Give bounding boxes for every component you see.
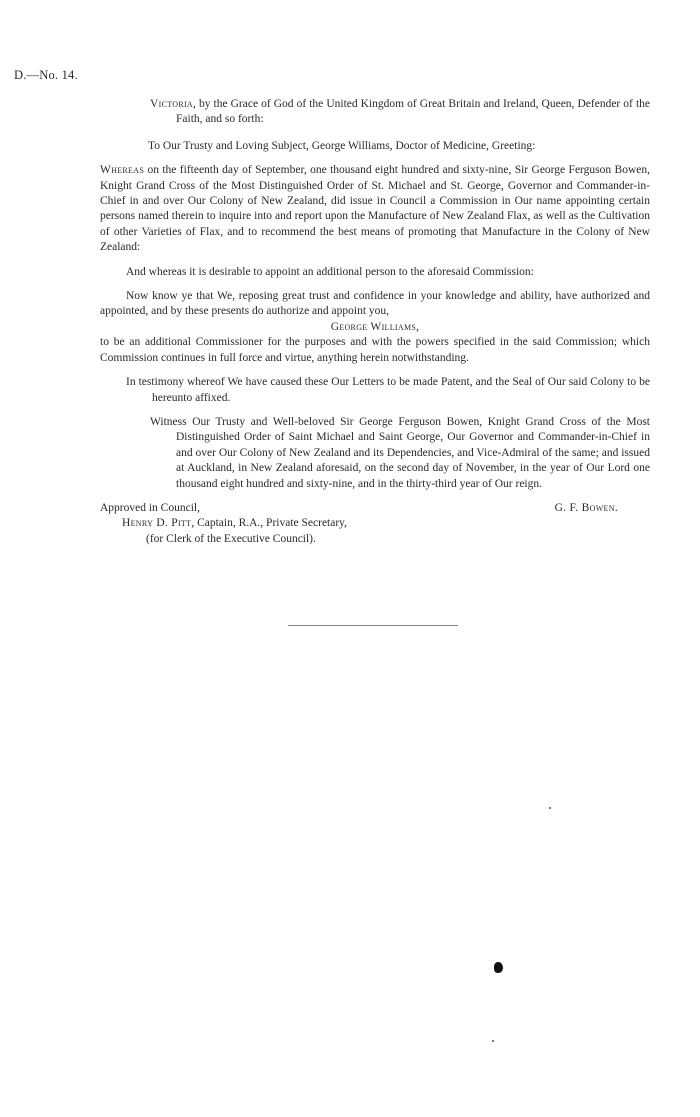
whereas-text: on the fifteenth day of September, one thousand eight hundred and sixty-nine, Sir George Ferguson Bowen, Knight Grand Cross of the Most Distinguished Order of St. Michael and St. George, Governor and Commander-in-Chief in and over Our Colony of New Zealand, did issue in Council a Commission in Our name appointing certain persons named therein to inquire into and report upon the Manufacture of New Zealand Flax, as well as the Cultivation of other Varieties of Flax, and to recommend the best means of promoting that Manufacture in the Colony of New Zealand:: [100, 164, 650, 254]
secretary-name: Henry D. Pitt: [122, 517, 192, 530]
testimony-paragraph: In testimony whereof We have caused these Our Letters to be made Patent, and the Seal of Our said Colony to be hereunto affixed.: [126, 376, 650, 404]
now-know-paragraph: Now know ye that We, reposing great trust and confidence in your knowledge and ability, have authorized and appointed, and by these presents do authorize and appoint you,: [100, 290, 650, 318]
clerk-line: (for Clerk of the Executive Council).: [146, 532, 316, 545]
approved-in-council: Approved in Council,: [100, 501, 200, 514]
secretary-line: [122, 516, 650, 531]
ink-blot: [494, 962, 503, 973]
whereas-additional-paragraph: And whereas it is desirable to appoint an additional person to the aforesaid Commission:: [126, 265, 534, 278]
speck: [492, 1040, 494, 1042]
divider-rule: [288, 625, 458, 626]
page-reference: D.—No. 14.: [14, 68, 78, 82]
speck: [549, 807, 551, 809]
secretary-title: , Captain, R.A., Private Secretary,: [191, 517, 348, 530]
sovereign-name: Victoria: [150, 98, 194, 110]
appointee-name: George Williams,: [330, 320, 420, 333]
whereas-lead: Whereas: [100, 164, 145, 177]
witness-paragraph: Witness Our Trusty and Well-beloved Sir George Ferguson Bowen, Knight Grand Cross of the Most Distinguished Order of Saint Michael and Saint George, Our Governor and Commander-in-Chief in and over Our Colony of New Zealand and its Dependencies, and Vice-Admiral of the same; and issued at Auckland, in New Zealand aforesaid, on the second day of November, in the year of Our Lord one thousand eight hundred and sixty-nine, and in the thirty-third year of Our reign.: [150, 415, 650, 490]
sovereign-titles: , by the Grace of God of the United Kingdom of Great Britain and Ireland, Queen, Defender of the Faith, and so forth:: [176, 98, 650, 126]
appointment-paragraph: to be an additional Commissioner for the purposes and with the powers specified in the said Commission; which Commission continues in full force and virtue, anything herein notwithstanding.: [100, 336, 650, 364]
governor-signature: G. F. Bowen.: [554, 501, 618, 514]
preamble: [150, 97, 650, 128]
greeting: To Our Trusty and Loving Subject, George Williams, Doctor of Medicine, Greeting:: [148, 139, 536, 152]
approved-line: [100, 501, 650, 516]
whereas-paragraph: [100, 163, 650, 255]
proclamation-document: [100, 97, 650, 547]
